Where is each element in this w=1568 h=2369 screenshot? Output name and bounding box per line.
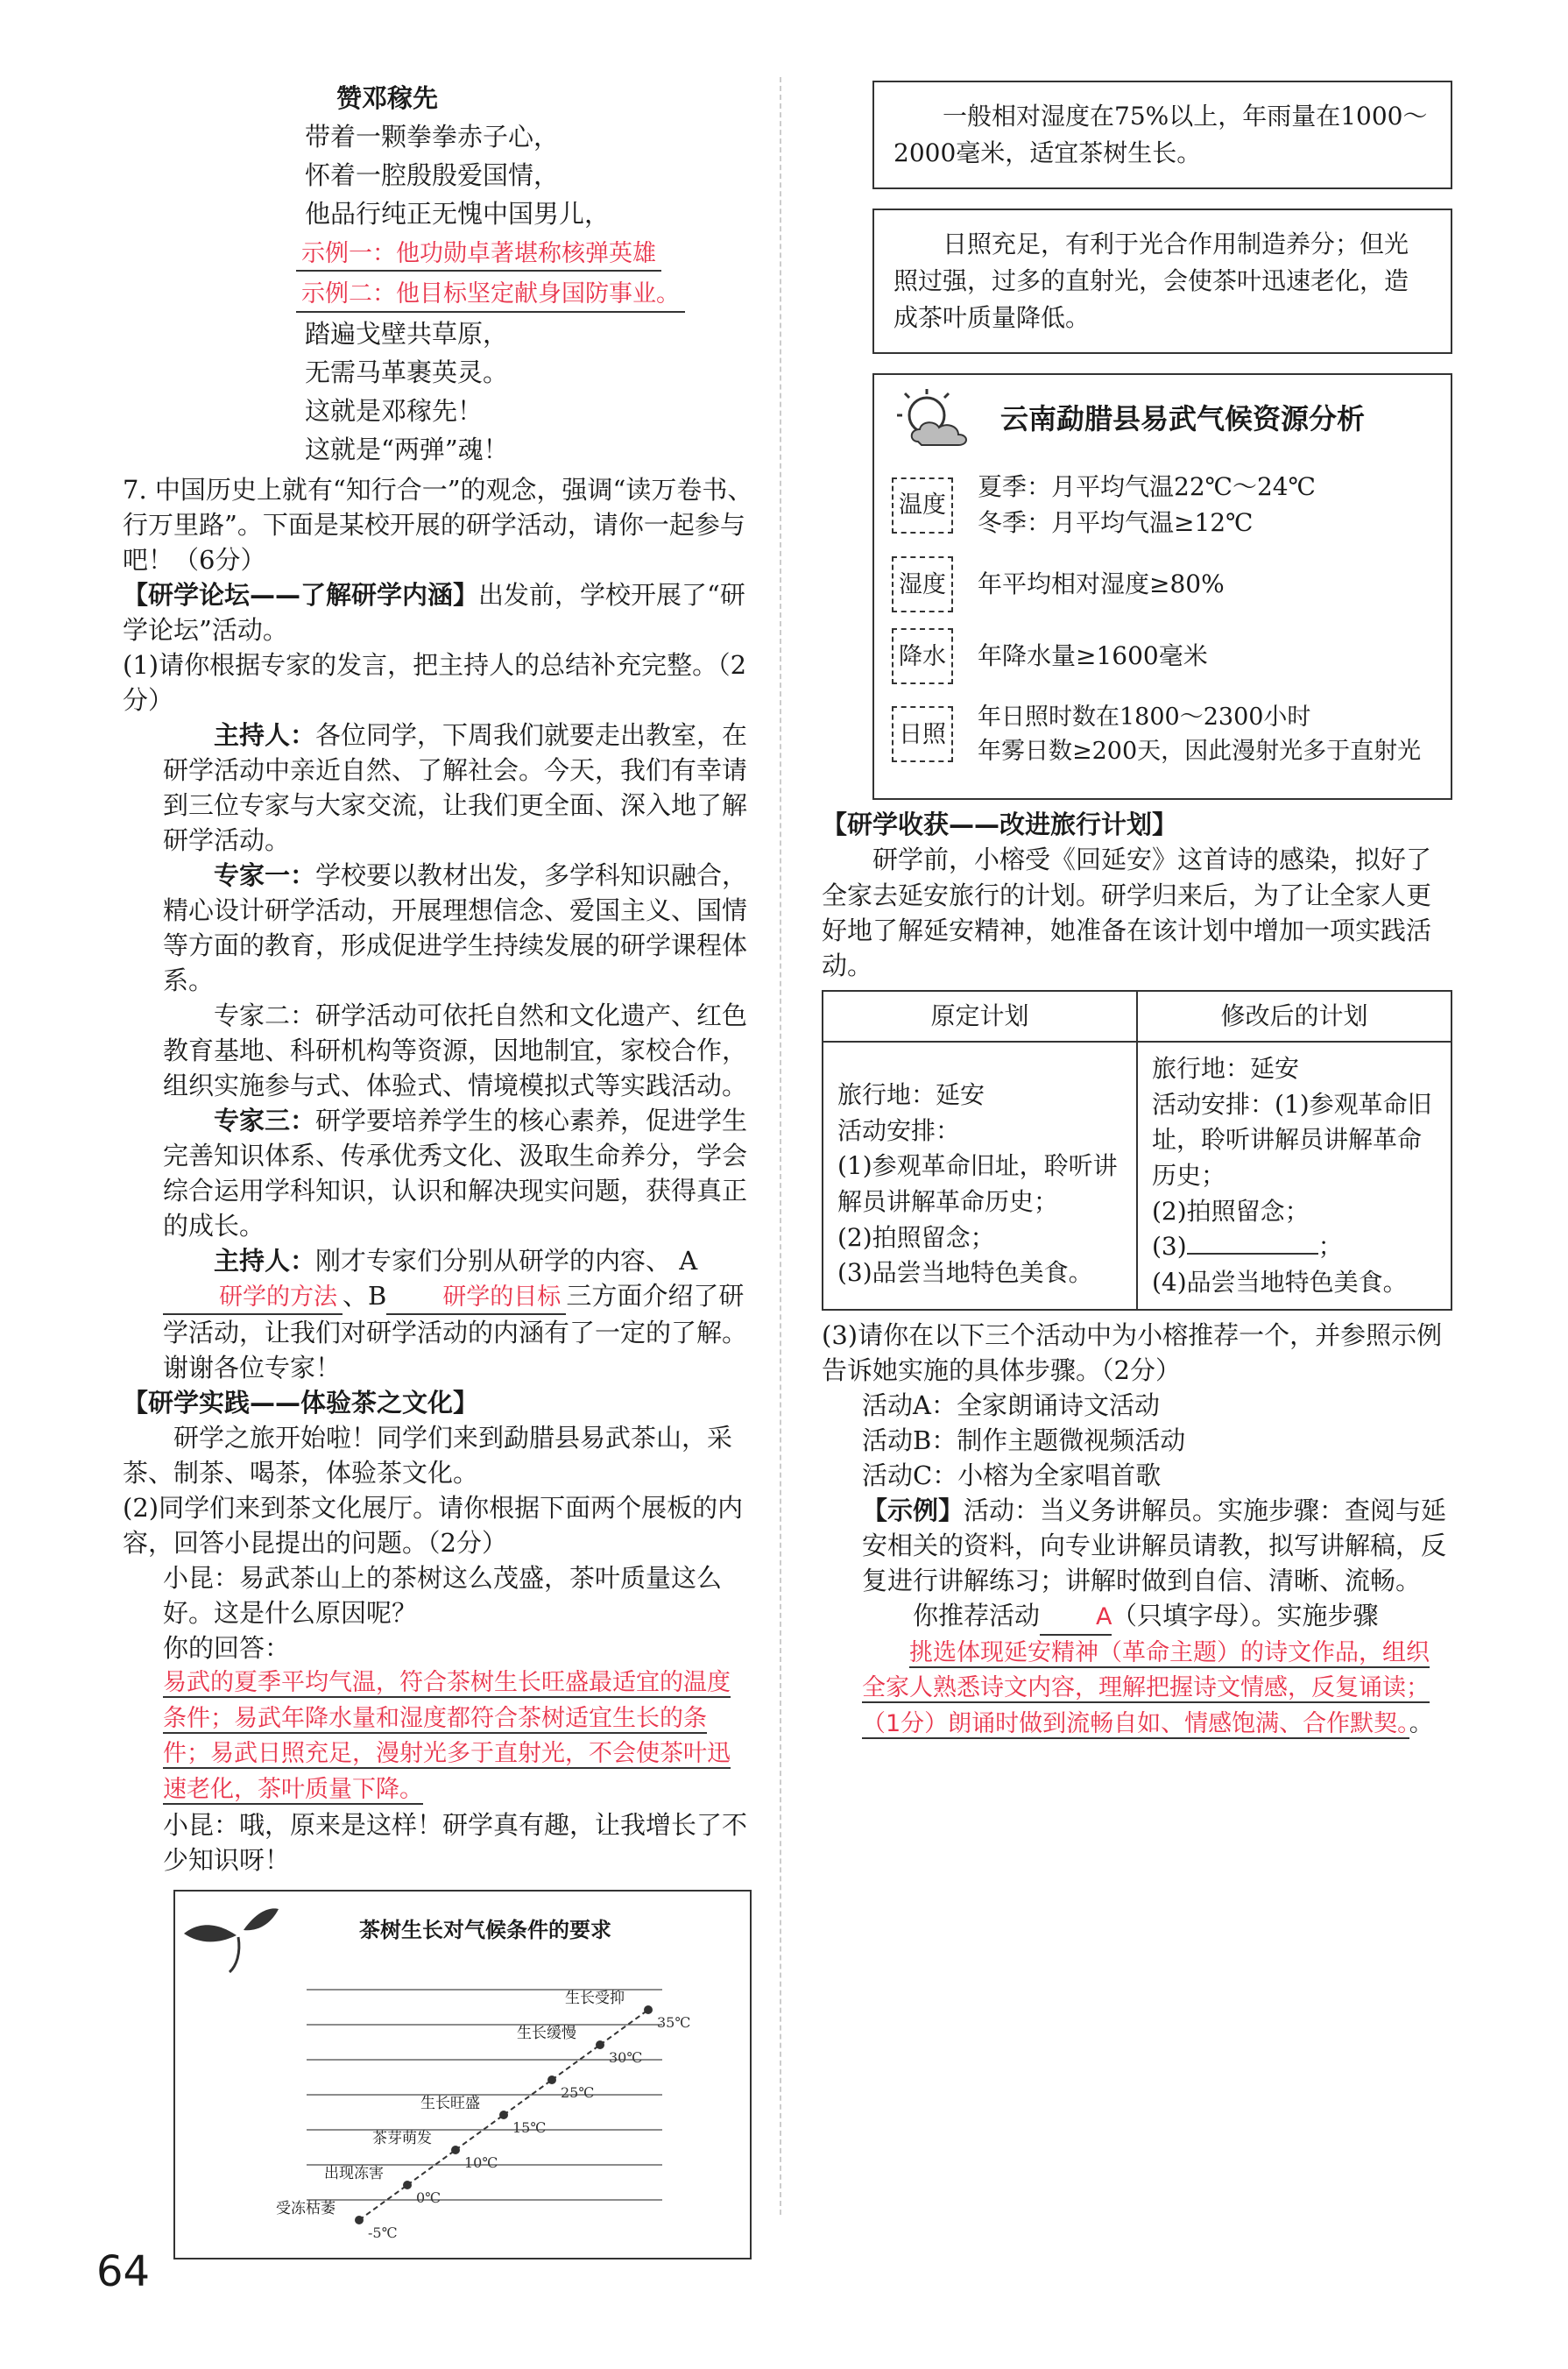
- chart-point-label: 受冻枯萎: [276, 2200, 335, 2218]
- fill-a-prefix: A: [679, 1245, 698, 1276]
- harvest-text: 研学前，小榕受《回延安》这首诗的感染，拟好了全家去延安旅行的计划。研学归来后，为了让全家人更好地了解延安精神，她准备在该计划中增加一项实践活动。: [822, 845, 1432, 980]
- plan-line: 旅行地：延安: [1152, 1054, 1300, 1084]
- plan-line: (2)拍照留念；: [1152, 1196, 1310, 1226]
- recommend-answer: A: [1040, 1601, 1112, 1635]
- sun-cloud-icon: [892, 387, 979, 450]
- chart-trend-segment: [359, 2185, 407, 2220]
- left-column: [123, 81, 753, 2259]
- chart-title: 茶树生长对气候条件的要求: [359, 1918, 611, 1943]
- forum-heading: 【研学论坛——了解研学内涵】: [123, 579, 479, 610]
- chart-point-temp: 30℃: [609, 2049, 643, 2067]
- climate-value: 年降水量≥1600毫米: [978, 640, 1208, 670]
- climate-label: 温度: [892, 477, 953, 534]
- chart-point-temp: 0℃: [416, 2189, 441, 2207]
- climate-value: 夏季：月平均气温22℃～24℃: [978, 472, 1316, 501]
- expert1-label: 专家一：: [214, 859, 316, 890]
- poem-line: 踏遍戈壁共草原，: [305, 318, 509, 349]
- chart-point-label: 出现冻害: [324, 2165, 384, 2183]
- steps-answer: 挑选体现延安精神（革命主题）的诗文作品，组织全家人熟悉诗文内容，理解把握诗文情感，反复诵读；（1分）朗诵时做到流畅自如、情感饱满、合作默契。: [862, 1638, 1430, 1737]
- chart-point-label: 生长受抑: [565, 1990, 625, 2008]
- climate-label: 日照: [892, 706, 953, 762]
- host-label: 主持人：: [214, 719, 316, 750]
- host-speech-2b: 三方面介绍了研学活动，让我们对研学活动的内涵有了一定的了解。谢谢各位专家！: [163, 1280, 748, 1383]
- chart-point-temp: -5℃: [368, 2224, 398, 2242]
- chart-point-temp: 15℃: [512, 2119, 547, 2137]
- exhibit-text: 日照充足，有利于光合作用制造养分；但光照过强，过多的直射光，会使茶叶迅速老化，造成茶叶质量降低。: [893, 230, 1409, 332]
- poem-answer-1: 示例一：他功勋卓著堪称核弹英雄: [296, 237, 661, 272]
- chart-trend-segment: [552, 2045, 600, 2080]
- chart-point-temp: 10℃: [464, 2154, 498, 2172]
- table-header: 修改后的计划: [1137, 991, 1451, 1043]
- plan-line: (4)品尝当地特色美食。: [1152, 1267, 1408, 1297]
- q2-text: (2)同学们来到茶文化展厅。请你根据下面两个展板的内容，回答小昆提出的问题。（2分）: [123, 1493, 744, 1559]
- activity-option: 活动C：小榕为全家唱首歌: [862, 1460, 1162, 1491]
- original-plan-cell: [823, 1042, 1137, 1310]
- plan-line: 旅行地：延安: [837, 1080, 985, 1110]
- your-answer-label: 你的回答：: [163, 1633, 291, 1664]
- exhibit-board-sunlight: [872, 209, 1452, 354]
- climate-row-sunlight: [892, 700, 1433, 768]
- chart-point: [644, 2005, 653, 2014]
- practice-heading: 【研学实践——体验茶之文化】: [123, 1388, 479, 1418]
- climate-row-temperature: [892, 470, 1433, 541]
- page-number: 64: [96, 2247, 151, 2296]
- poem-line: 怀着一腔殷殷爱国情，: [305, 160, 560, 191]
- kun-reply: 小昆：哦，原来是这样！研学真有趣，让我增长了不少知识呀！: [163, 1810, 748, 1876]
- q1-text: (1)请你根据专家的发言，把主持人的总结补充完整。（2分）: [123, 649, 747, 715]
- climate-value: 年日照时数在1800～2300小时: [978, 704, 1311, 732]
- climate-row-rainfall: [892, 628, 1433, 684]
- exhibit-board-humidity: [872, 81, 1452, 189]
- climate-value: 年雾日数≥200天，因此漫射光多于直射光: [978, 738, 1422, 766]
- chart-points: [276, 1990, 690, 2241]
- blank-fill-line: [1187, 1253, 1318, 1255]
- activity-option: 活动B：制作主题微视频活动: [862, 1425, 1186, 1456]
- chart-trend-segment: [504, 2080, 552, 2115]
- q7-intro: 7. 中国历史上就有“知行合一”的观念，强调“读万卷书、行万里路”。下面是某校开展的研学活动，请你一起参与吧！（6分）: [123, 474, 753, 575]
- poem-line: 这就是邓稼先！: [305, 395, 484, 426]
- chart-point-label: 茶芽萌发: [372, 2130, 432, 2148]
- revised-plan-cell: 旅行地：延安 活动安排：(1)参观革命旧址，聆听讲解员讲解革命历史； (2)拍照留念； (3) ； (4)品尝当地特色美食。: [1137, 1042, 1451, 1310]
- tea-chart-svg: [175, 1892, 750, 2258]
- recommend-suffix: （只填字母）。实施步骤: [1112, 1601, 1379, 1631]
- host-label: 主持人：: [214, 1245, 316, 1276]
- plan-line: 活动安排：(1)参观革命旧址，聆听讲解员讲解革命历史；: [1152, 1089, 1432, 1190]
- column-divider: [780, 77, 781, 2215]
- q2-answer: 易武的夏季平均气温，符合茶树生长旺盛最适宜的温度条件；易武年降水量和湿度都符合茶树适宜生长的条件；易武日照充足，漫射光多于直射光，不会使茶叶迅速老化，茶叶质量下降。: [163, 1669, 731, 1803]
- plan-line: (3): [1152, 1232, 1187, 1262]
- chart-trend-segment: [456, 2115, 504, 2150]
- activity-option: 活动A：全家朗诵诗文活动: [862, 1390, 1160, 1421]
- chart-trend-segment: [600, 2010, 648, 2045]
- harvest-heading: 【研学收获——改进旅行计划】: [822, 810, 1178, 840]
- fill-b-answer: 研学的目标: [386, 1281, 566, 1315]
- table-header: 原定计划: [823, 991, 1137, 1043]
- chart-point-temp: 35℃: [657, 2014, 691, 2032]
- plan-line: 活动安排：: [837, 1115, 961, 1145]
- recommend-prefix: 你推荐活动: [913, 1601, 1041, 1631]
- poem-line: 他品行纯正无愧中国男儿，: [305, 199, 611, 230]
- climate-label: 湿度: [892, 556, 953, 612]
- right-column: [822, 81, 1452, 1742]
- poem-line: 这就是“两弹”魂！: [305, 434, 509, 464]
- chart-point-label: 生长旺盛: [420, 2095, 480, 2113]
- climate-value: 冬季：月平均气温≥12℃: [978, 507, 1254, 537]
- poem: [123, 81, 753, 467]
- poem-answer-2: 示例二：他目标坚定献身国防事业。: [296, 278, 685, 312]
- exhibit-text: 一般相对湿度在75%以上，年雨量在1000～2000毫米，适宜茶树生长。: [893, 102, 1428, 167]
- travel-plan-table: [822, 990, 1452, 1312]
- host-speech-1: 各位同学，下周我们就要走出教室，在研学活动中亲近自然、了解社会。今天，我们有幸请到三位专家与大家交流，让我们更全面、深入地了解研学活动。: [163, 719, 748, 855]
- kun-question: 小昆：易武茶山上的茶树这么茂盛，茶叶质量这么好。这是什么原因呢？: [163, 1563, 723, 1629]
- fill-a-answer: 研学的方法: [163, 1281, 343, 1315]
- example-heading: 【示例】: [862, 1496, 964, 1526]
- plan-line: (1)参观革命旧址，聆听讲解员讲解革命历史；: [837, 1151, 1118, 1216]
- practice-text: 研学之旅开始啦！同学们来到勐腊县易武茶山，采茶、制茶、喝茶，体验茶文化。: [123, 1423, 733, 1489]
- expert3-label: 专家三：: [214, 1105, 316, 1135]
- poem-line: 带着一颗拳拳赤子心，: [305, 122, 560, 152]
- end-mark: 。: [1409, 1709, 1433, 1737]
- forum-text: 出发前，学校开展了“研学论坛”活动。: [123, 579, 745, 645]
- tea-leaf-icon: [184, 1909, 279, 1973]
- host-speech-2a: 刚才专家们分别从研学的内容、: [315, 1245, 672, 1276]
- q3-text: (3)请你在以下三个活动中为小榕推荐一个，并参照示例告诉她实施的具体步骤。（2分）: [822, 1320, 1443, 1386]
- expert1-speech: 学校要以教材出发，多学科知识融合，精心设计研学活动，开展理想信念、爱国主义、国情等方面的教育，形成促进学生持续发展的研学课程体系。: [163, 859, 748, 995]
- climate-row-humidity: [892, 556, 1433, 612]
- example-text: 活动：当义务讲解员。实施步骤：查阅与延安相关的资料，向专业讲解员请教，拟写讲解稿，反复进行讲解练习；讲解时做到自信、清晰、流畅。: [862, 1496, 1447, 1596]
- poem-line: 无需马革裹英灵。: [305, 357, 509, 387]
- climate-analysis-panel: [872, 373, 1452, 800]
- fill-b-prefix: 、B: [343, 1280, 387, 1311]
- climate-value: 年平均相对湿度≥80%: [978, 569, 1225, 598]
- plan-line: (3)品尝当地特色美食。: [837, 1258, 1093, 1288]
- chart-point-label: 生长缓慢: [517, 2025, 576, 2043]
- tea-climate-chart: [173, 1890, 752, 2259]
- expert2-speech: 专家二：研学活动可依托自然和文化遗产、红色教育基地、科研机构等资源，因地制宜，家校合作，组织实施参与式、体验式、情境模拟式等实践活动。: [163, 1000, 748, 1100]
- poem-title: 赞邓稼先: [336, 83, 439, 113]
- plan-line: (2)拍照留念；: [837, 1222, 995, 1252]
- climate-title: 云南勐腊县易武气候资源分析: [1000, 401, 1366, 435]
- chart-point-temp: 25℃: [561, 2084, 595, 2102]
- expert3-speech: 研学要培养学生的核心素养，促进学生完善知识体系、传承优秀文化、汲取生命养分，学会综合运用学科知识，认识和解决现实问题，获得真正的成长。: [163, 1105, 748, 1241]
- chart-trend-segment: [407, 2150, 456, 2185]
- climate-label: 降水: [892, 628, 953, 684]
